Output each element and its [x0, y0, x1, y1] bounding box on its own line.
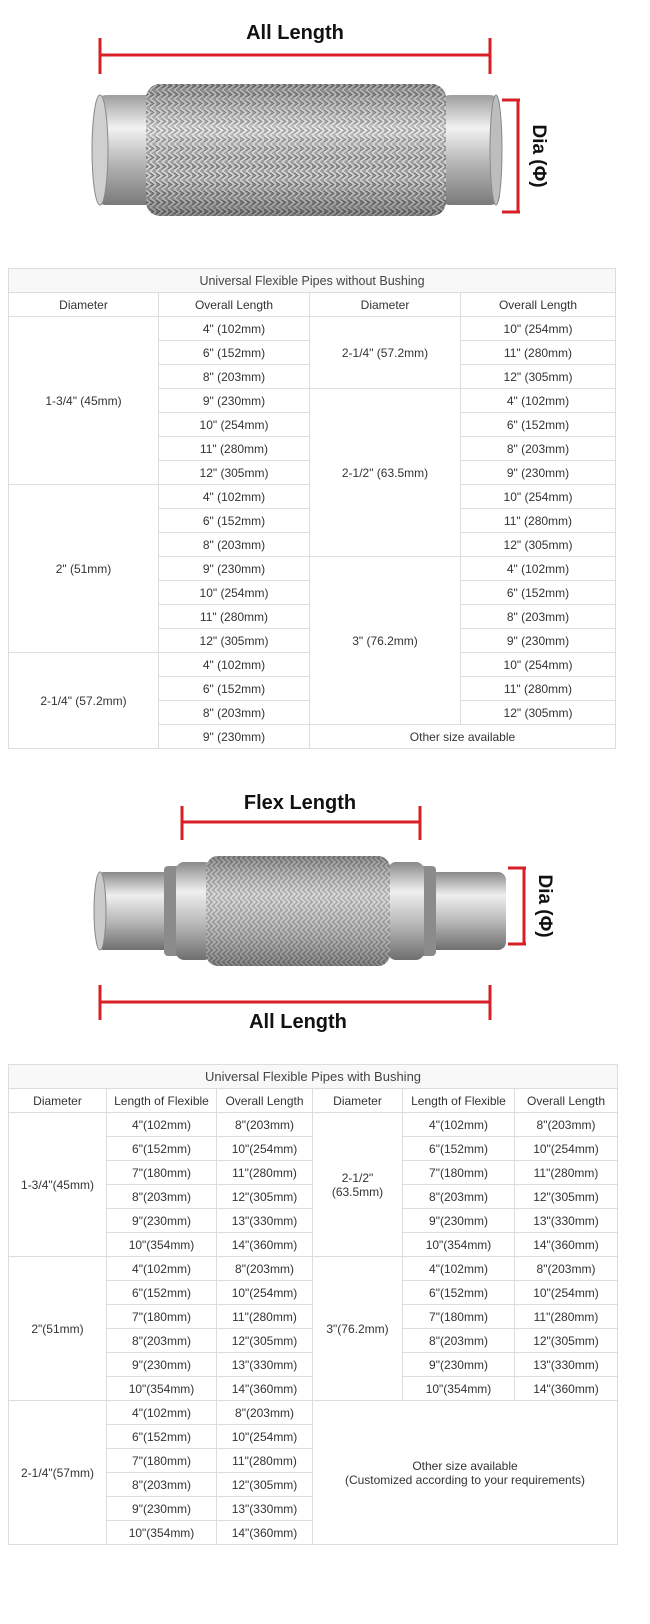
length-cell: 9" (230mm) — [159, 725, 310, 749]
flex-length-cell: 7"(180mm) — [107, 1449, 217, 1473]
column-header: Diameter — [313, 1089, 403, 1113]
flex-length-cell: 6"(152mm) — [107, 1137, 217, 1161]
overall-length-cell: 8"(203mm) — [515, 1113, 618, 1137]
flex-length-cell: 4"(102mm) — [107, 1401, 217, 1425]
flex-length-cell: 9"(230mm) — [107, 1497, 217, 1521]
overall-length-cell: 11"(280mm) — [217, 1305, 313, 1329]
length-cell: 11" (280mm) — [159, 437, 310, 461]
overall-length-cell: 12"(305mm) — [515, 1185, 618, 1209]
overall-length-cell: 8"(203mm) — [217, 1401, 313, 1425]
flex-length-cell: 6"(152mm) — [403, 1137, 515, 1161]
overall-length-cell: 11"(280mm) — [515, 1305, 618, 1329]
length-cell: 8" (203mm) — [461, 605, 616, 629]
length-cell: 9" (230mm) — [159, 389, 310, 413]
diameter-cell: 2"(51mm) — [9, 1257, 107, 1401]
dia-label: Dia (Φ) — [528, 124, 549, 188]
length-cell: 4" (102mm) — [159, 653, 310, 677]
overall-length-cell: 8"(203mm) — [515, 1257, 618, 1281]
column-header: Diameter — [9, 1089, 107, 1113]
diameter-cell: 1-3/4"(45mm) — [9, 1113, 107, 1257]
flex-length-cell: 8"(203mm) — [403, 1185, 515, 1209]
length-cell: 4" (102mm) — [159, 485, 310, 509]
overall-length-cell: 11"(280mm) — [217, 1449, 313, 1473]
overall-length-cell: 10"(254mm) — [217, 1281, 313, 1305]
column-header: Overall Length — [461, 293, 616, 317]
length-cell: 11" (280mm) — [461, 677, 616, 701]
length-cell: 12" (305mm) — [159, 461, 310, 485]
diameter-cell: 3" (76.2mm) — [310, 557, 461, 725]
overall-length-cell: 10"(254mm) — [217, 1137, 313, 1161]
overall-length-cell: 13"(330mm) — [217, 1209, 313, 1233]
flex-length-cell: 10"(354mm) — [403, 1377, 515, 1401]
caption-row — [9, 269, 616, 293]
all-length-label: All Length — [246, 22, 344, 44]
overall-length-cell: 13"(330mm) — [217, 1497, 313, 1521]
header-row — [9, 1089, 618, 1113]
caption-row — [9, 1065, 618, 1089]
overall-length-cell: 8"(203mm) — [217, 1113, 313, 1137]
other-size-note — [313, 1401, 618, 1545]
flex-length-cell: 6"(152mm) — [107, 1425, 217, 1449]
diameter-cell: 2-1/4"(57mm) — [9, 1401, 107, 1545]
length-cell: 10" (254mm) — [461, 485, 616, 509]
diameter-cell: 2" (51mm) — [9, 485, 159, 653]
flex-length-cell: 9"(230mm) — [403, 1353, 515, 1377]
header-row — [9, 293, 616, 317]
length-cell: 9" (230mm) — [461, 629, 616, 653]
column-header: Overall Length — [217, 1089, 313, 1113]
length-cell: 12" (305mm) — [461, 533, 616, 557]
column-header: Diameter — [9, 293, 159, 317]
column-header: Overall Length — [515, 1089, 618, 1113]
other-size-line2: (Customized according to your requirements) — [344, 1472, 586, 1487]
overall-length-cell: 11"(280mm) — [217, 1161, 313, 1185]
length-cell: 9" (230mm) — [461, 461, 616, 485]
length-cell: 9" (230mm) — [159, 557, 310, 581]
length-cell: 8" (203mm) — [159, 365, 310, 389]
overall-length-cell: 12"(305mm) — [515, 1329, 618, 1353]
overall-length-cell: 12"(305mm) — [217, 1473, 313, 1497]
table-row — [9, 317, 616, 341]
table-with-bushing — [8, 1064, 618, 1545]
length-cell: 6" (152mm) — [461, 581, 616, 605]
overall-length-cell: 10"(254mm) — [217, 1425, 313, 1449]
diameter-cell: 2-1/4" (57.2mm) — [9, 653, 159, 749]
length-cell: 4" (102mm) — [159, 317, 310, 341]
flex-length-cell: 8"(203mm) — [107, 1329, 217, 1353]
flex-length-cell: 4"(102mm) — [403, 1257, 515, 1281]
overall-length-cell: 14"(360mm) — [217, 1377, 313, 1401]
table-row — [9, 1401, 618, 1425]
length-cell: 6" (152mm) — [159, 341, 310, 365]
table-row — [9, 1257, 618, 1281]
length-cell: 11" (280mm) — [461, 509, 616, 533]
length-cell: 10" (254mm) — [159, 413, 310, 437]
overall-length-cell: 11"(280mm) — [515, 1161, 618, 1185]
length-cell: 8" (203mm) — [461, 437, 616, 461]
flex-length-cell: 7"(180mm) — [403, 1161, 515, 1185]
length-cell: 10" (254mm) — [461, 317, 616, 341]
flex-length-cell: 6"(152mm) — [107, 1281, 217, 1305]
diameter-cell: 2-1/4" (57.2mm) — [310, 317, 461, 389]
table-caption: Universal Flexible Pipes without Bushing — [9, 269, 616, 293]
flex-length-cell: 8"(203mm) — [403, 1329, 515, 1353]
column-header: Overall Length — [159, 293, 310, 317]
flex-length-cell: 4"(102mm) — [403, 1113, 515, 1137]
overall-length-cell: 14"(360mm) — [217, 1521, 313, 1545]
flex-length-cell: 10"(354mm) — [107, 1377, 217, 1401]
diameter-cell: 2-1/2" (63.5mm) — [313, 1113, 403, 1257]
dia-label-2: Dia (Φ) — [534, 874, 555, 938]
overall-length-cell: 14"(360mm) — [515, 1377, 618, 1401]
figure-flex-pipe-without-bushing — [0, 0, 650, 262]
flex-length-cell: 9"(230mm) — [107, 1209, 217, 1233]
length-cell: 12" (305mm) — [461, 365, 616, 389]
figure-flex-pipe-with-bushing — [0, 770, 650, 1060]
length-cell: 4" (102mm) — [461, 389, 616, 413]
overall-length-cell: 13"(330mm) — [217, 1353, 313, 1377]
length-cell: 12" (305mm) — [461, 701, 616, 725]
length-cell: 10" (254mm) — [461, 653, 616, 677]
length-cell: 6" (152mm) — [461, 413, 616, 437]
overall-length-cell: 12"(305mm) — [217, 1185, 313, 1209]
length-cell: 12" (305mm) — [159, 629, 310, 653]
length-cell: 8" (203mm) — [159, 533, 310, 557]
table-caption: Universal Flexible Pipes with Bushing — [9, 1065, 618, 1089]
flex-length-cell: 10"(354mm) — [403, 1233, 515, 1257]
flex-length-cell: 10"(354mm) — [107, 1521, 217, 1545]
diameter-cell: 2-1/2" (63.5mm) — [310, 389, 461, 557]
flex-length-cell: 6"(152mm) — [403, 1281, 515, 1305]
flex-length-cell: 7"(180mm) — [403, 1305, 515, 1329]
column-header: Length of Flexible — [403, 1089, 515, 1113]
overall-length-cell: 14"(360mm) — [515, 1233, 618, 1257]
diameter-cell: 3"(76.2mm) — [313, 1257, 403, 1401]
overall-length-cell: 10"(254mm) — [515, 1281, 618, 1305]
length-cell: 6" (152mm) — [159, 677, 310, 701]
flex-length-label: Flex Length — [243, 792, 357, 814]
overall-length-cell: 13"(330mm) — [515, 1353, 618, 1377]
overall-length-cell: 10"(254mm) — [515, 1137, 618, 1161]
table-without-bushing — [8, 268, 616, 749]
overall-length-cell: 12"(305mm) — [217, 1329, 313, 1353]
other-size-note: Other size available — [310, 725, 616, 749]
other-size-line1: Other size available — [412, 1458, 518, 1473]
flex-length-cell: 9"(230mm) — [107, 1353, 217, 1377]
length-cell: 10" (254mm) — [159, 581, 310, 605]
length-cell: 8" (203mm) — [159, 701, 310, 725]
flex-length-cell: 4"(102mm) — [107, 1113, 217, 1137]
flex-length-cell: 8"(203mm) — [107, 1473, 217, 1497]
length-cell: 6" (152mm) — [159, 509, 310, 533]
flex-length-cell: 9"(230mm) — [403, 1209, 515, 1233]
overall-length-cell: 14"(360mm) — [217, 1233, 313, 1257]
all-length-label-2: All Length — [249, 1011, 347, 1033]
length-cell: 4" (102mm) — [461, 557, 616, 581]
flex-length-cell: 7"(180mm) — [107, 1161, 217, 1185]
flex-length-cell: 8"(203mm) — [107, 1185, 217, 1209]
flex-length-cell: 4"(102mm) — [107, 1257, 217, 1281]
overall-length-cell: 13"(330mm) — [515, 1209, 618, 1233]
column-header: Length of Flexible — [107, 1089, 217, 1113]
flex-length-cell: 10"(354mm) — [107, 1233, 217, 1257]
length-cell: 11" (280mm) — [159, 605, 310, 629]
length-cell: 11" (280mm) — [461, 341, 616, 365]
table-row — [9, 1113, 618, 1137]
overall-length-cell: 8"(203mm) — [217, 1257, 313, 1281]
column-header: Diameter — [310, 293, 461, 317]
diameter-cell: 1-3/4" (45mm) — [9, 317, 159, 485]
flex-length-cell: 7"(180mm) — [107, 1305, 217, 1329]
